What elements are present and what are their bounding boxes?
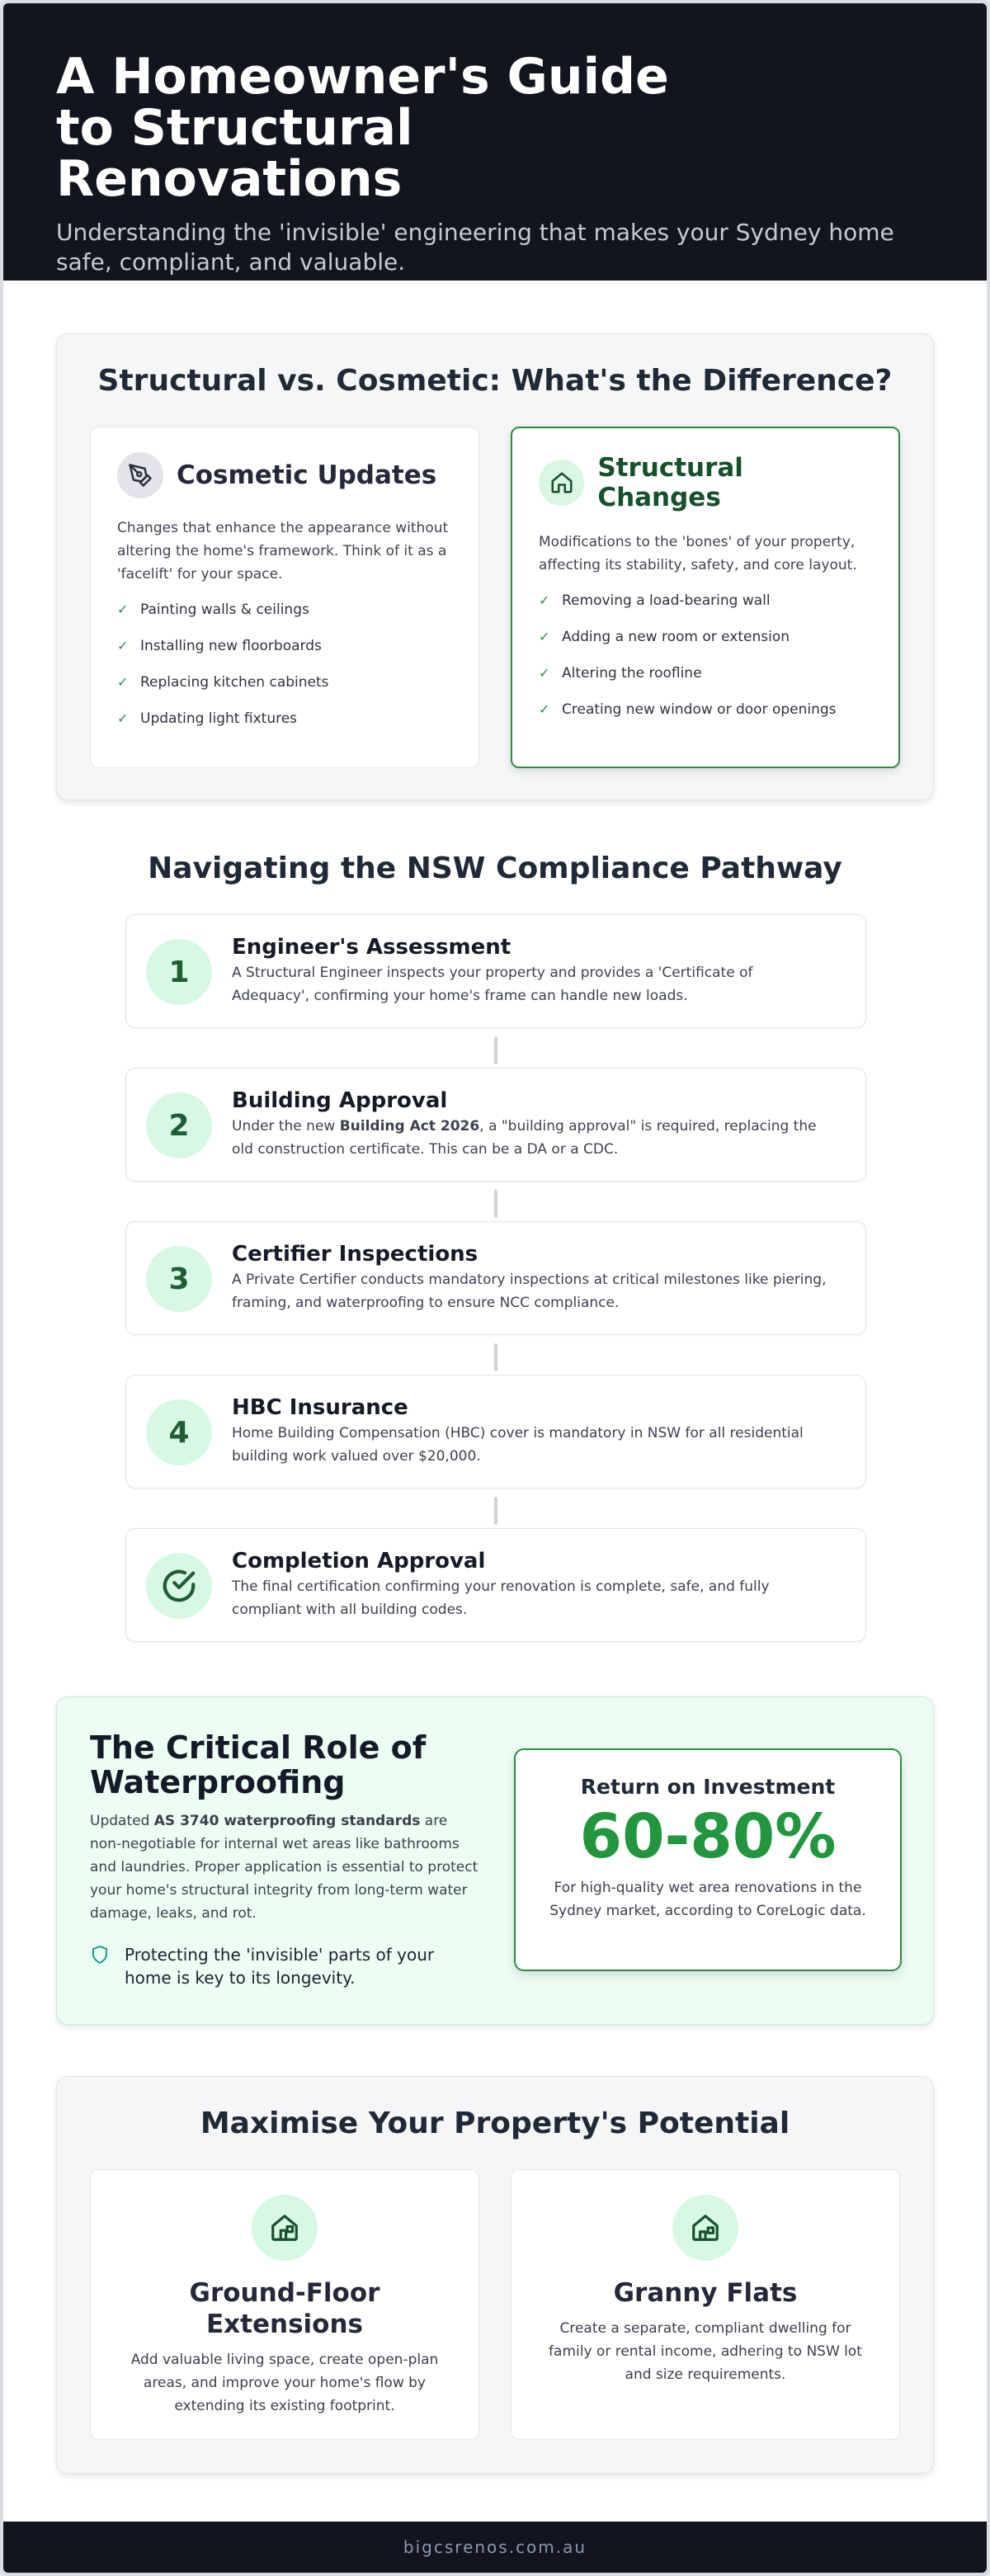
list-item <box>539 701 872 719</box>
step-text: A Structural Engineer inspects your property and provides a 'Certificate of Adequacy', confirming your home's frame can handle new loads. <box>232 965 753 1004</box>
footer-site-link[interactable]: bigcsrenos.com.au <box>403 2537 587 2557</box>
step-title: Completion Approval <box>232 1549 486 1573</box>
text-part: are non-negotiable for internal wet areas like bathrooms and laundries. Proper application is essential to protect your home's structural integrity from long-term water damage, leaks, and rot. <box>90 1813 478 1922</box>
page-subtitle: Understanding the 'invisible' engineering that makes your Sydney home safe, compliant, and valuable. <box>56 219 894 276</box>
check-icon: ✓ <box>117 602 129 617</box>
roi-title: Return on Investment <box>580 1775 836 1799</box>
pathway-step-3 <box>125 1221 866 1335</box>
step-title: HBC Insurance <box>232 1395 408 1420</box>
list-item-text: Adding a new room or extension <box>562 629 790 645</box>
step-number: 2 <box>146 1092 212 1158</box>
roi-text: For high-quality wet area renovations in the Sydney market, according to CoreLogic data. <box>549 1880 866 1919</box>
list-item <box>117 637 452 655</box>
check-icon: ✓ <box>539 629 550 644</box>
list-item-text: Creating new window or door openings <box>562 701 837 718</box>
step-title: Engineer's Assessment <box>232 935 512 960</box>
granny-flat-card <box>511 2169 900 2440</box>
check-icon: ✓ <box>117 710 129 726</box>
list-item <box>539 628 872 646</box>
cosmetic-title: Cosmetic Updates <box>177 460 437 490</box>
list-item <box>117 601 452 619</box>
waterproofing-note <box>90 1943 469 1989</box>
cosmetic-card <box>90 427 479 768</box>
hero-header <box>3 3 987 281</box>
step-connector <box>494 1497 497 1525</box>
step-text: The final certification confirming your renovation is complete, safe, and fully compliant with all building codes. <box>232 1578 770 1618</box>
structural-card <box>511 427 900 768</box>
step-number: 4 <box>146 1399 212 1465</box>
step-text-bold: Building Act 2026 <box>339 1118 480 1135</box>
shield-icon <box>90 1943 125 1989</box>
text-part: Updated <box>90 1813 154 1829</box>
extension-text: Add valuable living space, create open-plan areas, and improve your home's flow by extending its existing footprint. <box>130 2352 439 2414</box>
step-number: 3 <box>146 1246 212 1312</box>
footer <box>3 2522 987 2573</box>
step-connector <box>494 1036 497 1064</box>
step-title: Certifier Inspections <box>232 1242 478 1267</box>
note-text: Protecting the 'invisible' parts of your home is key to its longevity. <box>125 1945 435 1988</box>
check-icon: ✓ <box>539 592 550 608</box>
step-text: Home Building Compensation (HBC) cover is mandatory in NSW for all residential building work valued over $20,000. <box>232 1425 804 1465</box>
step-number: 1 <box>146 939 212 1005</box>
step-text-part: Under the new <box>232 1118 340 1135</box>
check-icon: ✓ <box>539 665 550 681</box>
roi-value: 60-80% <box>579 1801 837 1872</box>
list-item-text: Painting walls & ceilings <box>140 602 309 618</box>
pathway-title: Navigating the NSW Compliance Pathway <box>148 852 842 885</box>
cosmetic-description: Changes that enhance the appearance without altering the home's framework. Think of it as a 'facelift' for your space. <box>117 520 449 583</box>
list-item <box>117 673 452 691</box>
check-icon: ✓ <box>539 701 550 717</box>
structural-description: Modifications to the 'bones' of your property, affecting its stability, safety, and core layout. <box>539 534 857 573</box>
extension-title: Ground-Floor Extensions <box>189 2278 380 2339</box>
check-icon: ✓ <box>117 638 129 653</box>
step-text-part: , a "building approval" is required, replacing the old construction certificate. This can be a DA or a CDC. <box>232 1118 817 1158</box>
list-item-text: Altering the roofline <box>562 665 702 682</box>
pathway-step-4 <box>125 1375 866 1489</box>
structural-list <box>539 592 872 719</box>
check-circle-icon <box>146 1553 212 1619</box>
house-icon <box>539 460 584 506</box>
step-connector <box>494 1190 497 1218</box>
step-title: Building Approval <box>232 1088 448 1113</box>
list-item-text: Updating light fixtures <box>140 710 298 727</box>
waterproofing-section <box>56 1696 934 2025</box>
list-item-text: Installing new floorboards <box>140 638 322 654</box>
pathway-step-1 <box>125 914 866 1028</box>
pen-tool-icon <box>117 452 163 498</box>
page-title: A Homeowner's Guide to Structural Renovations <box>56 48 669 208</box>
granny-flat-title: Granny Flats <box>613 2278 798 2308</box>
waterproofing-title: The Critical Role of Waterproofing <box>90 1729 427 1800</box>
extension-card <box>90 2169 479 2440</box>
pathway-step-2 <box>125 1068 866 1182</box>
cosmetic-list <box>117 601 452 728</box>
house-extension-icon <box>252 2195 318 2261</box>
list-item <box>539 664 872 682</box>
potential-title: Maximise Your Property's Potential <box>200 2107 790 2140</box>
step-text <box>232 1115 834 1161</box>
list-item-text: Removing a load-bearing wall <box>562 592 771 609</box>
potential-section <box>56 2076 934 2474</box>
granny-flat-icon <box>672 2195 738 2261</box>
check-icon: ✓ <box>117 674 129 690</box>
granny-flat-text: Create a separate, compliant dwelling for family or rental income, adhering to NSW lot and size requirements. <box>549 2320 862 2383</box>
structural-title: Structural Changes <box>597 453 743 512</box>
waterproofing-text <box>90 1809 481 1925</box>
text-bold: AS 3740 waterproofing standards <box>153 1813 421 1829</box>
list-item-text: Replacing kitchen cabinets <box>140 674 329 691</box>
comparison-title: Structural vs. Cosmetic: What's the Difference? <box>97 364 893 398</box>
comparison-section <box>56 333 934 800</box>
pathway-step-5 <box>125 1528 866 1642</box>
step-text: A Private Certifier conducts mandatory inspections at critical milestones like piering, framing, and waterproofing to ensure NCC compliance. <box>232 1271 827 1311</box>
list-item <box>539 592 872 610</box>
step-connector <box>494 1343 497 1371</box>
roi-card <box>514 1748 902 1971</box>
list-item <box>117 710 452 728</box>
